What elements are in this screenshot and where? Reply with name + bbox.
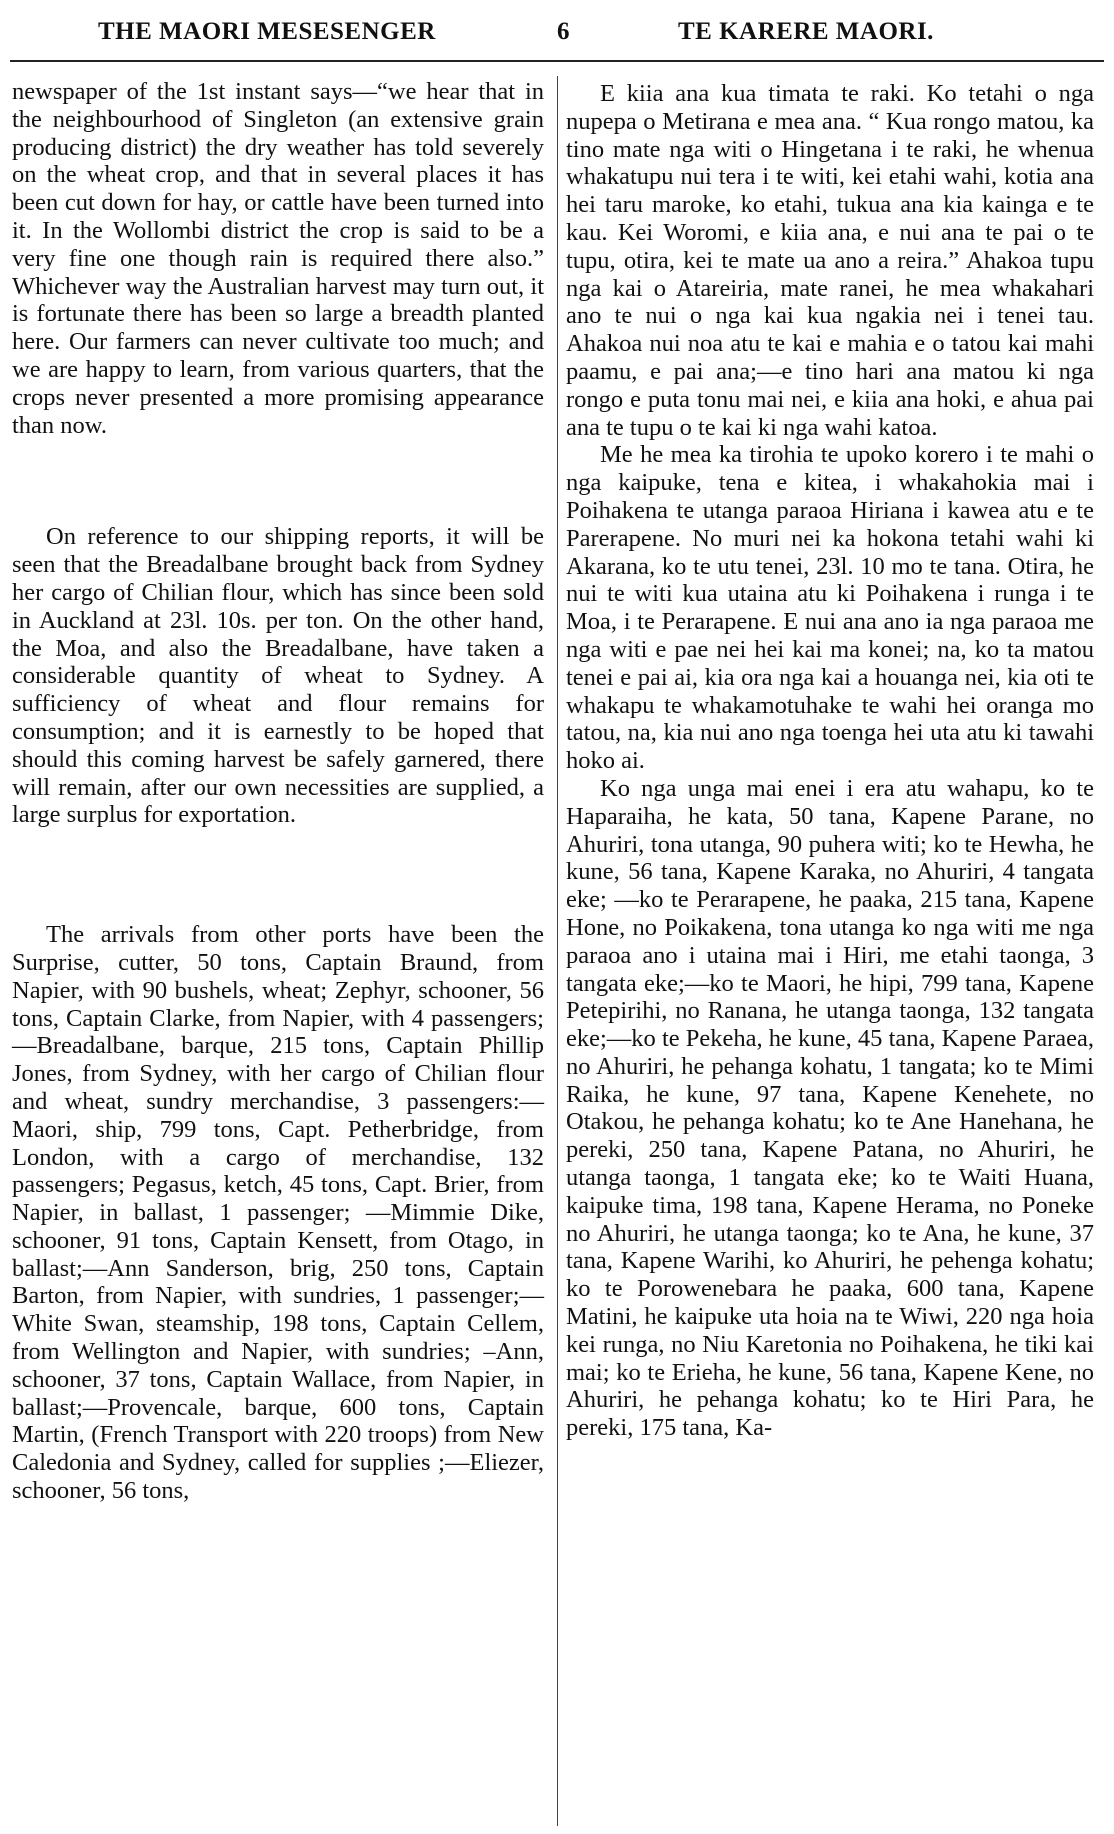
english-paragraph-harvest: newspaper of the 1st instant says—“we hear that in the neighbourhood of Singleton (an extensive grain producing district) the dry weather has told severely on the wheat crop, and that in several places it has been cut down for hay, or cattle have been turned into it. In the Wollombi district the crop is said to be a very fine one though rain is required there also.” Whichever way the Australian harvest may turn out, it is fortunate there has been so large a breadth planted here. Our farmers can never cultivate too much; and we are happy to learn, from various quarters, that the crops never presented a more promising appearance than now.: [12, 78, 544, 439]
maori-paragraph-arrivals: Ko nga unga mai enei i era atu wahapu, ko te Haparaiha, he kata, 50 tana, Kapene Parane, no Ahuriri, tona utanga, 90 puhera witi; ko te Hewha, he kune, 56 tana, Kapene Karaka, no Ahuriri, 4 tangata eke; —ko te Perarapene, he paaka, 215 tana, Kapene Hone, no Poikakena, tona utanga ko nga witi me nga paraoa ano i utaina mai i Hiri, me etahi taonga, 3 tangata eke;—ko te Maori, he hipi, 799 tana, Kapene Petepirihi, no Ranana, he utanga taonga, 132 tangata eke;—ko te Pekeha, he kune, 45 tana, Kapene Paraea, no Ahuriri, he pehanga kohatu, 1 tangata; ko te Mimi Raika, he kune, 97 tana, Kapene Kenehete, no Otakou, he pehanga kohatu; ko te Ane Hanehana, he pereki, 250 tana, Kapene Patana, no Ahuriri, he utanga taonga, 1 tangata eke; ko te Waiti Huana, kaipuke tima, 198 tana, Kapene Herama, no Poneke no Ahuriri, he utanga taonga; ko te Ana, he kune, 37 tana, Kapene Warihi, ko Ahuriri, he pehenga kohatu; ko te Porowenebara he paaka, 600 tana, Kapene Matini, he kaipuke uta hoia na te Wiwi, 220 nga hoia kei runga, no Niu Karetonia no Poihakena, he tiki kai mai; ko te Erieha, he kune, 56 tana, Kapene Kene, no Ahuriri, he pehanga kohatu; ko te Hiri Para, he pereki, 175 tana, Ka-: [566, 774, 1094, 1442]
column-divider: [557, 76, 558, 1826]
english-paragraph-shipping: On reference to our shipping reports, it will be seen that the Breadalbane brought back from Sydney her cargo of Chilian flour, which has since been sold in Auckland at 23l. 10s. per ton. On the other hand, the Moa, and also the Breadalbane, have taken a considerable quantity of wheat to Sydney. A sufficiency of wheat and flour remains for consumption; and it is earnestly to be hoped that should this coming harvest be safely garnered, there will remain, after our own necessities are supplied, a large surplus for exportation.: [12, 523, 544, 829]
english-paragraph-arrivals: The arrivals from other ports have been the Surprise, cutter, 50 tons, Captain Braund, from Napier, with 90 bushels, wheat; Zephyr, schooner, 56 tons, Captain Clarke, from Napier, with 4 passengers;—Breadalbane, barque, 215 tons, Captain Phillip Jones, from Sydney, with her cargo of Chilian flour and wheat, sundry merchandise, 3 passengers:—Maori, ship, 799 tons, Capt. Petherbridge, from London, with a cargo of merchandise, 132 passengers; Pegasus, ketch, 45 tons, Capt. Brier, from Napier, in ballast, 1 passenger; —Mimmie Dike, schooner, 91 tons, Captain Kensett, from Otago, in ballast;—Ann Sanderson, brig, 250 tons, Captain Barton, from Napier, with sundries, 1 passenger;—White Swan, steamship, 198 tons, Captain Cellem, from Wellington and Napier, with sundries; –Ann, schooner, 37 tons, Captain Wallace, from Napier, in ballast;—Provencale, barque, 600 tons, Captain Martin, (French Transport with 220 troops) from New Caledonia and Sydney, called for supplies ;—Eliezer, schooner, 56 tons,: [12, 921, 544, 1505]
maori-title: TE KARERE MAORI.: [678, 18, 934, 45]
maori-column: [566, 80, 1094, 1442]
maori-paragraph-shipping: Me he mea ka tirohia te upoko korero i te mahi o nga kaipuke, tena e kitea, i whakahokia mai i Poihakena te utanga paraoa Hiriana i kawea atu e te Parerapene. No muri nei ka hokona tetahi wahi ki Akarana, ko te utu tenei, 23l. 10 mo te tana. Otira, he nui te witi kua utaina atu ki Poihakena i runga i te Moa, i te Perarapene. E nui ana ano ia nga paraoa me nga witi e pae nei hei kai ma konei; na, ko ta matou tenei e pai ai, kia ora nga kai a houanga nei, kia oti te whakapu te whakamotuhake te wahi hei oranga mo tatou, na, kia nui ano nga toenga hei uta atu ki tawahi hoko ai.: [566, 441, 1094, 775]
header-rule: [10, 60, 1104, 62]
masthead: [14, 8, 1100, 54]
english-title: THE MAORI MESESENGER: [98, 18, 436, 45]
maori-paragraph-harvest: E kiia ana kua timata te raki. Ko tetahi o nga nupepa o Metirana e mea ana. “ Kua rongo matou, ka tino mate nga witi o Hingetana i te raki, he whenua whakatupu nui tera i te witi, kei etahi wahi, kotia ana hei taru maroke, ko etahi, tukua ana kia kainga e te kau. Kei Woromi, e kiia ana, e nui ana te pai o te tupu, otira, kei te mate ua ano a reira.” Ahakoa tupu nga kai o Atareiria, mate ranei, he mea whakahari ano te nui o nga kai kua ngakia nei i tenei tau. Ahakoa nui noa atu te kai e mahia e o tatou kai mahi paamu, e pai ana;—e tino hari ana matou ki nga rongo e puta tonu mai nei, e kiia ana hoki, e ahua pai ana te tupu o te kai ki nga wahi katoa.: [566, 80, 1094, 441]
english-column: [12, 78, 544, 1505]
page-number: 6: [557, 18, 570, 45]
